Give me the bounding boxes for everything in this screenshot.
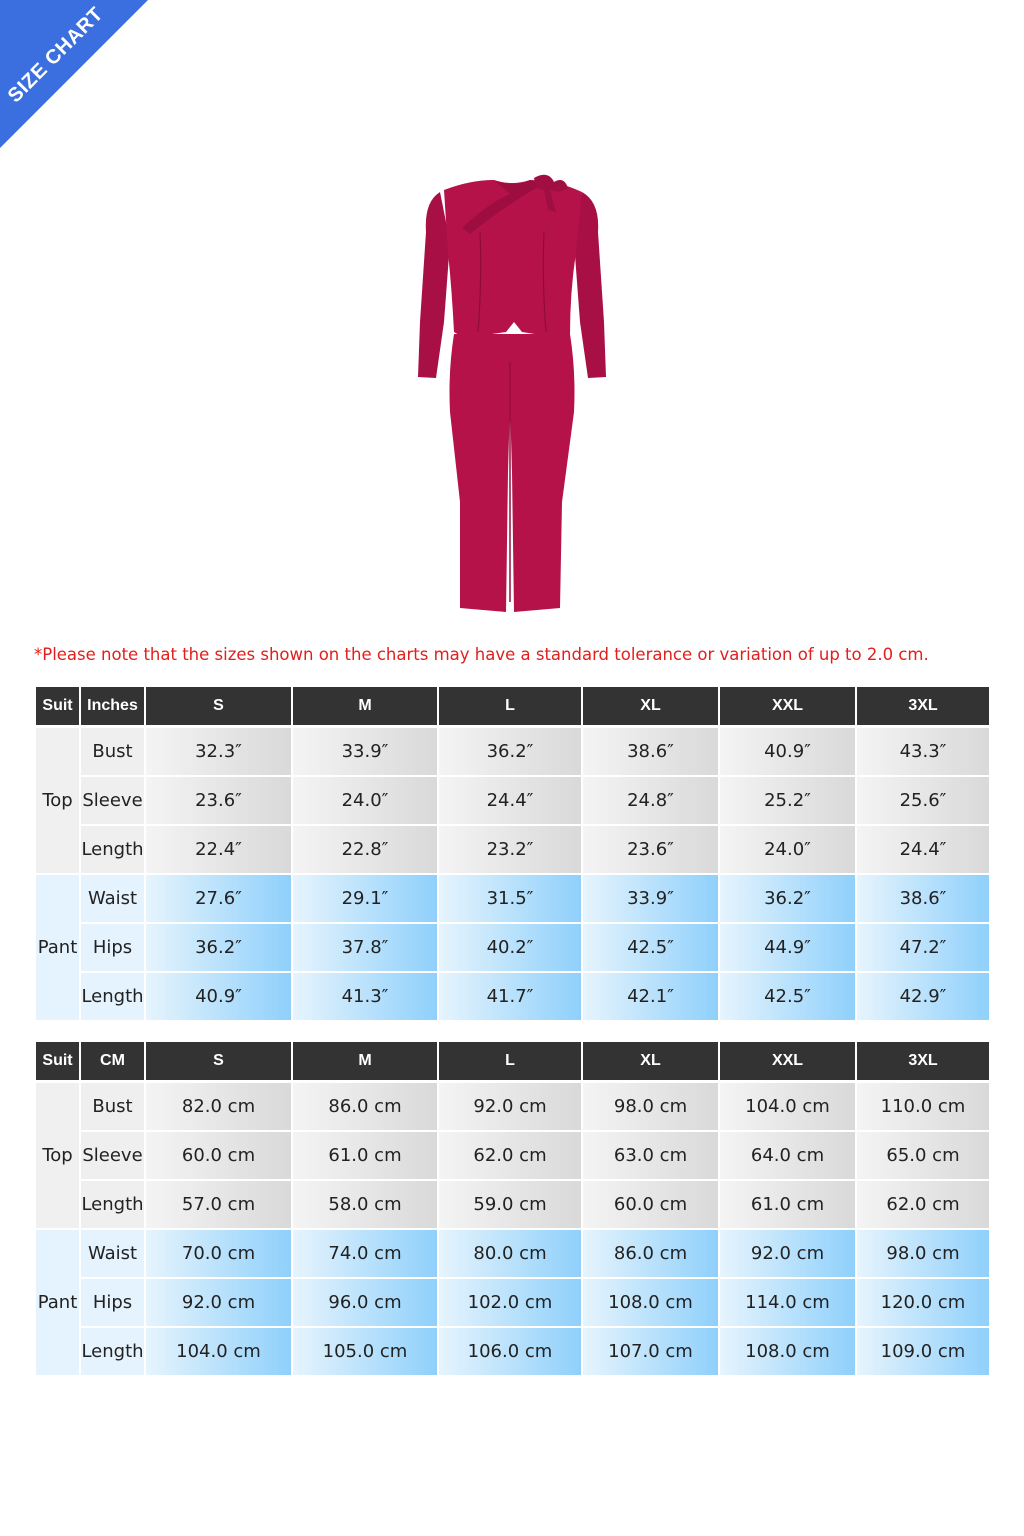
- size-value-cell: 114.0 cm: [720, 1279, 855, 1328]
- size-value-cell: 109.0 cm: [857, 1328, 989, 1377]
- size-value-cell: 25.6″: [857, 777, 989, 826]
- size-value-cell: 96.0 cm: [293, 1279, 437, 1328]
- group-label-top: Top: [36, 1083, 79, 1230]
- size-value-cell: 98.0 cm: [857, 1230, 989, 1279]
- size-value-cell: 86.0 cm: [293, 1083, 437, 1132]
- size-value-cell: 31.5″: [439, 875, 581, 924]
- size-value-cell: 24.0″: [293, 777, 437, 826]
- table-row: [36, 826, 989, 875]
- size-chart-banner: [0, 0, 150, 150]
- size-value-cell: 32.3″: [146, 728, 291, 777]
- measurement-label: Waist: [81, 875, 144, 924]
- size-value-cell: 23.6″: [583, 826, 718, 875]
- size-value-cell: 36.2″: [146, 924, 291, 973]
- size-value-cell: 42.5″: [720, 973, 855, 1022]
- size-value-cell: 57.0 cm: [146, 1181, 291, 1230]
- size-value-cell: 61.0 cm: [293, 1132, 437, 1181]
- size-value-cell: 62.0 cm: [439, 1132, 581, 1181]
- table-row: [36, 973, 989, 1022]
- size-value-cell: 36.2″: [439, 728, 581, 777]
- table-row: [36, 924, 989, 973]
- size-value-cell: 59.0 cm: [439, 1181, 581, 1230]
- header-size-m: M: [293, 687, 437, 728]
- size-value-cell: 44.9″: [720, 924, 855, 973]
- table-row: [36, 1230, 989, 1279]
- header-size-3xl: 3XL: [857, 1042, 989, 1083]
- left-sleeve: [418, 192, 450, 378]
- header-size-xxl: XXL: [720, 687, 855, 728]
- size-value-cell: 61.0 cm: [720, 1181, 855, 1230]
- size-value-cell: 37.8″: [293, 924, 437, 973]
- header-size-l: L: [439, 1042, 581, 1083]
- header-size-xl: XL: [583, 1042, 718, 1083]
- header-size-s: S: [146, 1042, 291, 1083]
- size-value-cell: 120.0 cm: [857, 1279, 989, 1328]
- size-value-cell: 108.0 cm: [720, 1328, 855, 1377]
- pants: [450, 334, 575, 612]
- size-value-cell: 40.9″: [720, 728, 855, 777]
- size-value-cell: 64.0 cm: [720, 1132, 855, 1181]
- table-row: [36, 728, 989, 777]
- size-value-cell: 65.0 cm: [857, 1132, 989, 1181]
- size-value-cell: 86.0 cm: [583, 1230, 718, 1279]
- size-value-cell: 36.2″: [720, 875, 855, 924]
- table-row: [36, 875, 989, 924]
- table-row: [36, 777, 989, 826]
- table-header-row: [36, 1042, 989, 1083]
- measurement-label: Waist: [81, 1230, 144, 1279]
- header-size-m: M: [293, 1042, 437, 1083]
- size-value-cell: 92.0 cm: [720, 1230, 855, 1279]
- size-value-cell: 92.0 cm: [439, 1083, 581, 1132]
- size-value-cell: 38.6″: [583, 728, 718, 777]
- measurement-label: Length: [81, 1181, 144, 1230]
- size-value-cell: 42.1″: [583, 973, 718, 1022]
- size-value-cell: 110.0 cm: [857, 1083, 989, 1132]
- size-value-cell: 41.7″: [439, 973, 581, 1022]
- size-value-cell: 23.2″: [439, 826, 581, 875]
- size-value-cell: 105.0 cm: [293, 1328, 437, 1377]
- size-value-cell: 42.9″: [857, 973, 989, 1022]
- size-value-cell: 38.6″: [857, 875, 989, 924]
- table-row: [36, 1279, 989, 1328]
- header-suit: Suit: [36, 1042, 79, 1083]
- measurement-label: Sleeve: [81, 777, 144, 826]
- size-value-cell: 24.4″: [439, 777, 581, 826]
- measurement-label: Length: [81, 826, 144, 875]
- group-label-top: Top: [36, 728, 79, 875]
- size-value-cell: 70.0 cm: [146, 1230, 291, 1279]
- measurement-label: Bust: [81, 1083, 144, 1132]
- size-value-cell: 82.0 cm: [146, 1083, 291, 1132]
- size-value-cell: 60.0 cm: [146, 1132, 291, 1181]
- size-value-cell: 40.2″: [439, 924, 581, 973]
- size-value-cell: 42.5″: [583, 924, 718, 973]
- measurement-label: Bust: [81, 728, 144, 777]
- size-value-cell: 33.9″: [583, 875, 718, 924]
- measurement-label: Hips: [81, 1279, 144, 1328]
- size-value-cell: 108.0 cm: [583, 1279, 718, 1328]
- size-value-cell: 74.0 cm: [293, 1230, 437, 1279]
- header-unit: Inches: [81, 687, 144, 728]
- size-value-cell: 98.0 cm: [583, 1083, 718, 1132]
- measurement-label: Hips: [81, 924, 144, 973]
- header-size-xxl: XXL: [720, 1042, 855, 1083]
- top-body: [444, 180, 582, 338]
- size-value-cell: 29.1″: [293, 875, 437, 924]
- size-value-cell: 43.3″: [857, 728, 989, 777]
- measurement-label: Length: [81, 973, 144, 1022]
- size-value-cell: 24.0″: [720, 826, 855, 875]
- group-label-pant: Pant: [36, 875, 79, 1022]
- size-value-cell: 33.9″: [293, 728, 437, 777]
- size-table-inches: [34, 687, 991, 1022]
- size-value-cell: 24.8″: [583, 777, 718, 826]
- garment-illustration: [410, 172, 614, 618]
- table-row: [36, 1083, 989, 1132]
- size-value-cell: 40.9″: [146, 973, 291, 1022]
- table-row: [36, 1181, 989, 1230]
- size-value-cell: 60.0 cm: [583, 1181, 718, 1230]
- header-size-3xl: 3XL: [857, 687, 989, 728]
- measurement-label: Length: [81, 1328, 144, 1377]
- size-value-cell: 24.4″: [857, 826, 989, 875]
- size-value-cell: 104.0 cm: [720, 1083, 855, 1132]
- size-value-cell: 62.0 cm: [857, 1181, 989, 1230]
- size-table-cm: [34, 1042, 991, 1377]
- size-value-cell: 25.2″: [720, 777, 855, 826]
- header-size-xl: XL: [583, 687, 718, 728]
- size-value-cell: 104.0 cm: [146, 1328, 291, 1377]
- size-value-cell: 22.8″: [293, 826, 437, 875]
- table-row: [36, 1132, 989, 1181]
- size-value-cell: 107.0 cm: [583, 1328, 718, 1377]
- size-value-cell: 63.0 cm: [583, 1132, 718, 1181]
- size-value-cell: 27.6″: [146, 875, 291, 924]
- banner-label: SIZE CHART: [3, 3, 108, 108]
- group-label-pant: Pant: [36, 1230, 79, 1377]
- table-row: [36, 1328, 989, 1377]
- size-value-cell: 47.2″: [857, 924, 989, 973]
- size-value-cell: 41.3″: [293, 973, 437, 1022]
- measurement-label: Sleeve: [81, 1132, 144, 1181]
- size-value-cell: 102.0 cm: [439, 1279, 581, 1328]
- size-value-cell: 92.0 cm: [146, 1279, 291, 1328]
- size-value-cell: 106.0 cm: [439, 1328, 581, 1377]
- table-header-row: [36, 687, 989, 728]
- size-value-cell: 80.0 cm: [439, 1230, 581, 1279]
- size-value-cell: 58.0 cm: [293, 1181, 437, 1230]
- header-suit: Suit: [36, 687, 79, 728]
- size-value-cell: 22.4″: [146, 826, 291, 875]
- header-size-l: L: [439, 687, 581, 728]
- header-size-s: S: [146, 687, 291, 728]
- tolerance-note: *Please note that the sizes shown on the charts may have a standard tolerance or variation of up to 2.0 cm.: [34, 645, 929, 664]
- header-unit: CM: [81, 1042, 144, 1083]
- size-value-cell: 23.6″: [146, 777, 291, 826]
